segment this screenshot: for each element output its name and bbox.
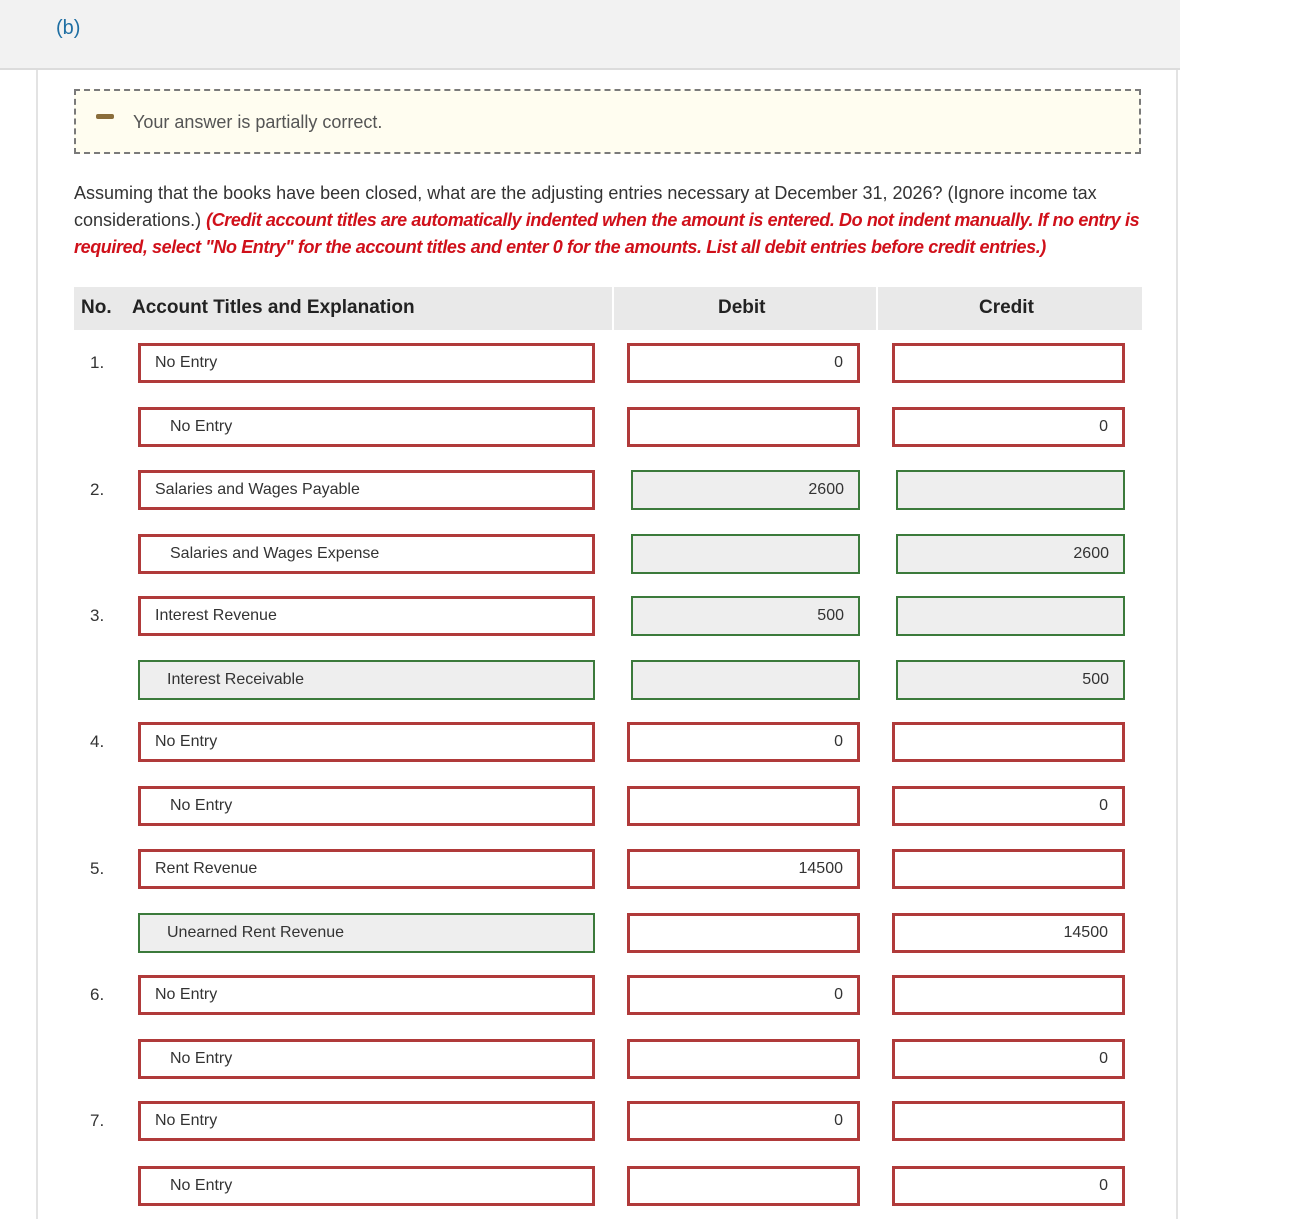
- header-credit: Credit: [979, 297, 1034, 318]
- credit-input[interactable]: [892, 1101, 1125, 1141]
- debit-input[interactable]: 0: [627, 722, 860, 762]
- entry-number: 1.: [90, 353, 105, 372]
- account-title-select[interactable]: Salaries and Wages Payable: [138, 470, 595, 510]
- entry-number: 2.: [90, 480, 105, 499]
- credit-input[interactable]: [896, 596, 1125, 636]
- feedback-message: Your answer is partially correct.: [133, 112, 383, 132]
- account-title-select[interactable]: No Entry: [138, 343, 595, 383]
- question-prompt: Assuming that the books have been closed, what are the adjusting entries necessary at December 31, 2026? (Ignore income tax considerations.): [74, 183, 1097, 230]
- account-title-select[interactable]: Rent Revenue: [138, 849, 595, 889]
- debit-input[interactable]: 0: [627, 975, 860, 1015]
- table-row: [0, 913, 1304, 953]
- part-label: (b): [56, 17, 81, 39]
- debit-input[interactable]: [627, 786, 860, 826]
- credit-input[interactable]: [896, 470, 1125, 510]
- account-title-select[interactable]: No Entry: [138, 407, 595, 447]
- debit-input[interactable]: 0: [627, 1101, 860, 1141]
- account-title-select[interactable]: No Entry: [138, 1166, 595, 1206]
- credit-input[interactable]: 0: [892, 786, 1125, 826]
- header-debit: Debit: [718, 297, 766, 318]
- account-title-select[interactable]: Interest Revenue: [138, 596, 595, 636]
- entry-number: 7.: [90, 1111, 105, 1130]
- table-row: [0, 407, 1304, 447]
- entry-number: 5.: [90, 859, 105, 878]
- account-title-select[interactable]: No Entry: [138, 975, 595, 1015]
- part-header: [0, 0, 1180, 70]
- table-row: [0, 722, 1304, 762]
- credit-input[interactable]: 0: [892, 407, 1125, 447]
- debit-input[interactable]: [627, 1166, 860, 1206]
- credit-input[interactable]: [892, 343, 1125, 383]
- account-title-select[interactable]: Unearned Rent Revenue: [138, 913, 595, 953]
- account-title-select[interactable]: No Entry: [138, 786, 595, 826]
- entry-number: 6.: [90, 985, 105, 1004]
- credit-input[interactable]: [892, 849, 1125, 889]
- credit-input[interactable]: 0: [892, 1039, 1125, 1079]
- table-row: [0, 786, 1304, 826]
- header-no: No.: [81, 297, 112, 318]
- header-account: Account Titles and Explanation: [132, 297, 415, 318]
- table-row: [0, 849, 1304, 889]
- credit-input[interactable]: 500: [896, 660, 1125, 700]
- debit-input[interactable]: [627, 407, 860, 447]
- question-text: [74, 180, 1144, 261]
- credit-input[interactable]: [892, 722, 1125, 762]
- question-instructions: (Credit account titles are automatically indented when the amount is entered. Do not indent manually. If no entry is required, select "No Entry" for the account titles and enter 0 for the amounts. List all debit entries before credit entries.): [74, 210, 1140, 257]
- debit-input[interactable]: [627, 1039, 860, 1079]
- table-row: [0, 975, 1304, 1015]
- credit-input[interactable]: 14500: [892, 913, 1125, 953]
- debit-input[interactable]: [631, 534, 860, 574]
- debit-input[interactable]: 14500: [627, 849, 860, 889]
- debit-input[interactable]: [631, 660, 860, 700]
- credit-input[interactable]: 0: [892, 1166, 1125, 1206]
- table-row: [0, 660, 1304, 700]
- entry-number: 3.: [90, 606, 105, 625]
- table-row: [0, 1101, 1304, 1141]
- account-title-select[interactable]: Interest Receivable: [138, 660, 595, 700]
- debit-input[interactable]: 500: [631, 596, 860, 636]
- account-title-select[interactable]: No Entry: [138, 1101, 595, 1141]
- debit-input[interactable]: [627, 913, 860, 953]
- account-title-select[interactable]: Salaries and Wages Expense: [138, 534, 595, 574]
- table-row: [0, 1039, 1304, 1079]
- account-title-select[interactable]: No Entry: [138, 722, 595, 762]
- account-title-select[interactable]: No Entry: [138, 1039, 595, 1079]
- table-row: [0, 596, 1304, 636]
- partial-correct-icon: [96, 114, 114, 119]
- table-row: [0, 1166, 1304, 1206]
- table-row: [0, 534, 1304, 574]
- table-row: [0, 343, 1304, 383]
- debit-input[interactable]: 0: [627, 343, 860, 383]
- credit-input[interactable]: 2600: [896, 534, 1125, 574]
- debit-input[interactable]: 2600: [631, 470, 860, 510]
- table-row: [0, 470, 1304, 510]
- table-header: [74, 287, 1142, 330]
- feedback-banner: [74, 89, 1141, 154]
- entry-number: 4.: [90, 732, 105, 751]
- credit-input[interactable]: [892, 975, 1125, 1015]
